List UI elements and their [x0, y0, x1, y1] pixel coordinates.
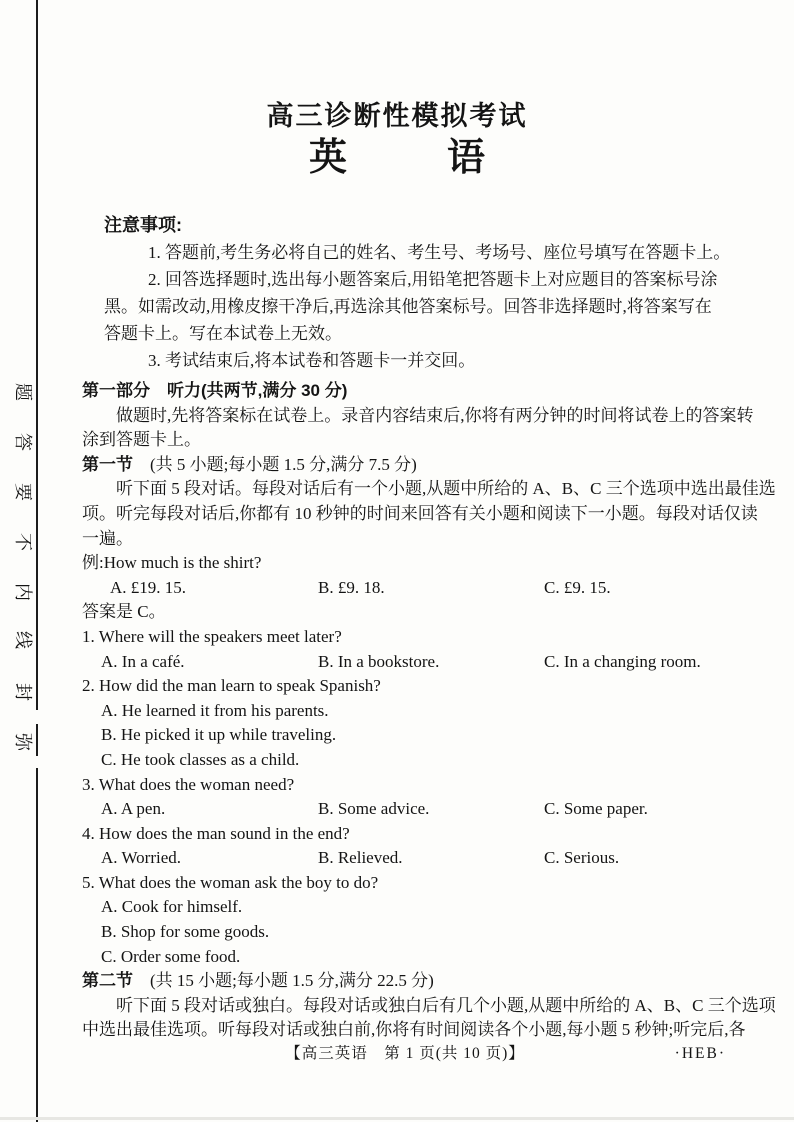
exam-title: 高三诊断性模拟考试 — [266, 101, 528, 131]
question-stem: 3. What does the woman need? — [82, 774, 295, 794]
option-c: C. Some paper. — [544, 799, 648, 819]
section2-label: 第二节 — [82, 971, 133, 991]
example-answer: 答案是 C。 — [82, 602, 166, 622]
seal-margin-char: 答 — [13, 433, 33, 451]
section2-label-detail: (共 15 小题;每小题 1.5 分,满分 22.5 分) — [133, 971, 434, 991]
scan-edge-artifact — [0, 1117, 794, 1120]
notice-line: 答题卡上。写在本试卷上无效。 — [104, 324, 342, 343]
option-b: B. Shop for some goods. — [101, 922, 270, 942]
seal-line-segment — [36, 724, 38, 756]
notice-heading: 注意事项: — [104, 215, 182, 235]
footer-page-label: 【高三英语 第 1 页(共 10 页)】 — [285, 1045, 525, 1062]
question-stem: 1. Where will the speakers meet later? — [82, 626, 342, 646]
seal-margin-char: 封 — [13, 683, 33, 701]
seal-line-segment — [36, 768, 38, 1122]
section1-intro-line: 一遍。 — [82, 528, 133, 548]
option-a: A. In a café. — [101, 651, 185, 671]
example-option-c: C. £9. 15. — [544, 577, 611, 597]
question-options-row — [82, 846, 742, 871]
seal-margin-char: 题 — [13, 383, 33, 401]
question-stem: 4. How does the man sound in the end? — [82, 823, 350, 843]
option-a: A. Worried. — [101, 848, 181, 868]
option-b: B. In a bookstore. — [318, 651, 440, 671]
option-b: B. Relieved. — [318, 848, 403, 868]
footer-code: ·HEB· — [674, 1045, 726, 1062]
example-prompt: 例:How much is the shirt? — [82, 553, 262, 573]
subject-char: 语 — [447, 137, 486, 179]
part1-intro-line: 涂到答题卡上。 — [82, 430, 201, 450]
part1-intro-line: 做题时,先将答案标在试卷上。录音内容结束后,你将有两分钟的时间将试卷上的答案转 — [116, 405, 754, 425]
option-b: B. He picked it up while traveling. — [101, 725, 337, 745]
question-stem: 5. What does the woman ask the boy to do? — [82, 872, 379, 892]
page-footer — [82, 1044, 728, 1064]
notice-line: 2. 回答选择题时,选出每小题答案后,用铅笔把答题卡上对应题目的答案标号涂 — [148, 270, 718, 289]
question-stem: 2. How did the man learn to speak Spanish? — [82, 676, 381, 696]
option-a: A. A pen. — [101, 799, 166, 819]
header — [0, 101, 794, 178]
section1-label-detail: (共 5 小题;每小题 1.5 分,满分 7.5 分) — [133, 454, 417, 474]
notice-line: 3. 考试结束后,将本试卷和答题卡一并交回。 — [148, 351, 476, 370]
example-options-row — [82, 576, 742, 601]
exam-body — [82, 379, 776, 1043]
question-options-row — [82, 797, 742, 822]
notice-line: 1. 答题前,考生务必将自己的姓名、考生号、考场号、座位号填写在答题卡上。 — [148, 243, 731, 262]
section1-label: 第一节 — [82, 454, 133, 474]
subject-char: 英 — [308, 137, 347, 179]
section1-intro-line: 听下面 5 段对话。每段对话后有一个小题,从题中所给的 A、B、C 三个选项中选出最佳选 — [116, 479, 776, 499]
option-c: C. He took classes as a child. — [101, 749, 300, 769]
section1-heading — [82, 453, 742, 478]
subject-title — [0, 138, 794, 178]
seal-margin-char: 线 — [13, 631, 33, 649]
option-a: A. He learned it from his parents. — [101, 700, 329, 720]
seal-margin-char: 弥 — [13, 733, 33, 751]
part1-heading: 第一部分 听力(共两节,满分 30 分) — [82, 381, 348, 400]
section1-intro-line: 项。听完每段对话后,你都有 10 秒钟的时间来回答有关小题和阅读下一小题。每段对话仅读 — [82, 503, 758, 523]
section2-intro-line: 听下面 5 段对话或独白。每段对话或独白后有几个小题,从题中所给的 A、B、C 三个选项 — [116, 995, 776, 1015]
example-option-b: B. £9. 18. — [318, 577, 385, 597]
option-c: C. In a changing room. — [544, 651, 701, 671]
question-options-row — [82, 650, 742, 675]
notice-line: 黑。如需改动,用橡皮擦干净后,再选涂其他答案标号。回答非选择题时,将答案写在 — [104, 297, 712, 316]
section2-heading — [82, 969, 742, 994]
section2-intro-line: 中选出最佳选项。听每段对话或独白前,你将有时间阅读各个小题,每小题 5 秒钟;听完后,各 — [82, 1020, 746, 1040]
seal-margin-char: 内 — [13, 583, 33, 601]
notice-block — [104, 212, 731, 374]
example-option-a: A. £19. 15. — [110, 577, 187, 597]
seal-margin-char: 不 — [13, 533, 33, 551]
option-c: C. Serious. — [544, 848, 620, 868]
option-a: A. Cook for himself. — [101, 897, 243, 917]
option-c: C. Order some food. — [101, 946, 241, 966]
option-b: B. Some advice. — [318, 799, 430, 819]
seal-margin-char: 要 — [13, 483, 33, 501]
